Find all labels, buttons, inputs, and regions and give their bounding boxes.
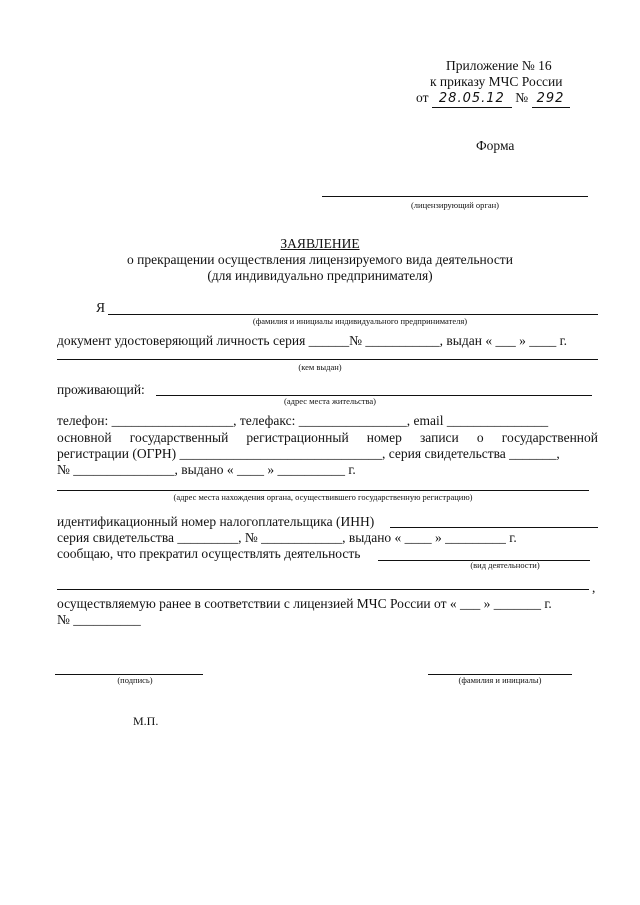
license-number-line: № __________ <box>57 612 141 627</box>
order-reference: к приказу МЧС России <box>430 74 563 89</box>
registration-address-caption: (адрес места нахождения органа, осуществившего государственную регистрацию) <box>173 492 473 502</box>
signature-caption: (подпись) <box>117 675 153 685</box>
activity-caption: (вид деятельности) <box>470 560 540 570</box>
order-number-label: № <box>515 90 529 105</box>
order-date-line <box>416 90 570 108</box>
name-initials-caption: (фамилия и инициалы) <box>458 675 542 685</box>
registration-address-line <box>57 490 589 491</box>
licensing-body-caption: (лицензирующий орган) <box>410 200 500 210</box>
certificate-line: № _______________, выдано « ____ » __________ г. <box>57 462 356 477</box>
contacts-line: телефон: __________________, телефакс: ________________, email _______________ <box>57 413 549 428</box>
order-date-handwritten: 28.05.12 <box>432 91 512 108</box>
inn-label: идентификационный номер налогоплательщика (ИНН) <box>57 514 375 529</box>
licensing-body-line <box>322 196 588 197</box>
address-caption: (адрес места жительства) <box>284 396 376 406</box>
activity-comma: , <box>592 580 596 595</box>
identity-document-line: документ удостоверяющий личность серия ______№ ___________, выдан « ___ » ____ г. <box>57 333 567 348</box>
document-heading: ЗАЯВЛЕНИЕ <box>280 236 360 251</box>
ya-label: Я <box>96 300 106 315</box>
ogrn-line-1: основной государственный регистрационный номер записи о государственной <box>57 430 598 445</box>
form-label: Форма <box>476 138 515 153</box>
document-subtitle-2: (для индивидуально предпринимателя) <box>207 268 433 283</box>
license-line: осуществляемую ранее в соответствии с лицензией МЧС России от « ___ » _______ г. <box>57 596 552 611</box>
from-label: от <box>416 90 429 105</box>
ceased-activity-label: сообщаю, что прекратил осуществлять деятельность <box>57 546 361 561</box>
inn-line <box>390 527 598 528</box>
surname-caption: (фамилия и инициалы индивидуального предпринимателя) <box>252 316 468 326</box>
stamp-placeholder: М.П. <box>133 714 159 728</box>
surname-line <box>108 314 598 315</box>
order-number-handwritten: 292 <box>532 91 570 108</box>
ogrn-line-2: регистрации (ОГРН) ______________________________, серия свидетельства _______, <box>57 446 560 461</box>
issued-by-line <box>57 359 598 360</box>
residing-label: проживающий: <box>57 382 145 397</box>
issued-by-caption: (кем выдан) <box>298 362 342 372</box>
document-subtitle: о прекращении осуществления лицензируемого вида деятельности <box>127 252 513 267</box>
activity-continuation-line <box>57 589 589 590</box>
inn-certificate-line: серия свидетельства _________, № ____________, выдано « ____ » _________ г. <box>57 530 517 545</box>
appendix-number: Приложение № 16 <box>446 58 552 73</box>
